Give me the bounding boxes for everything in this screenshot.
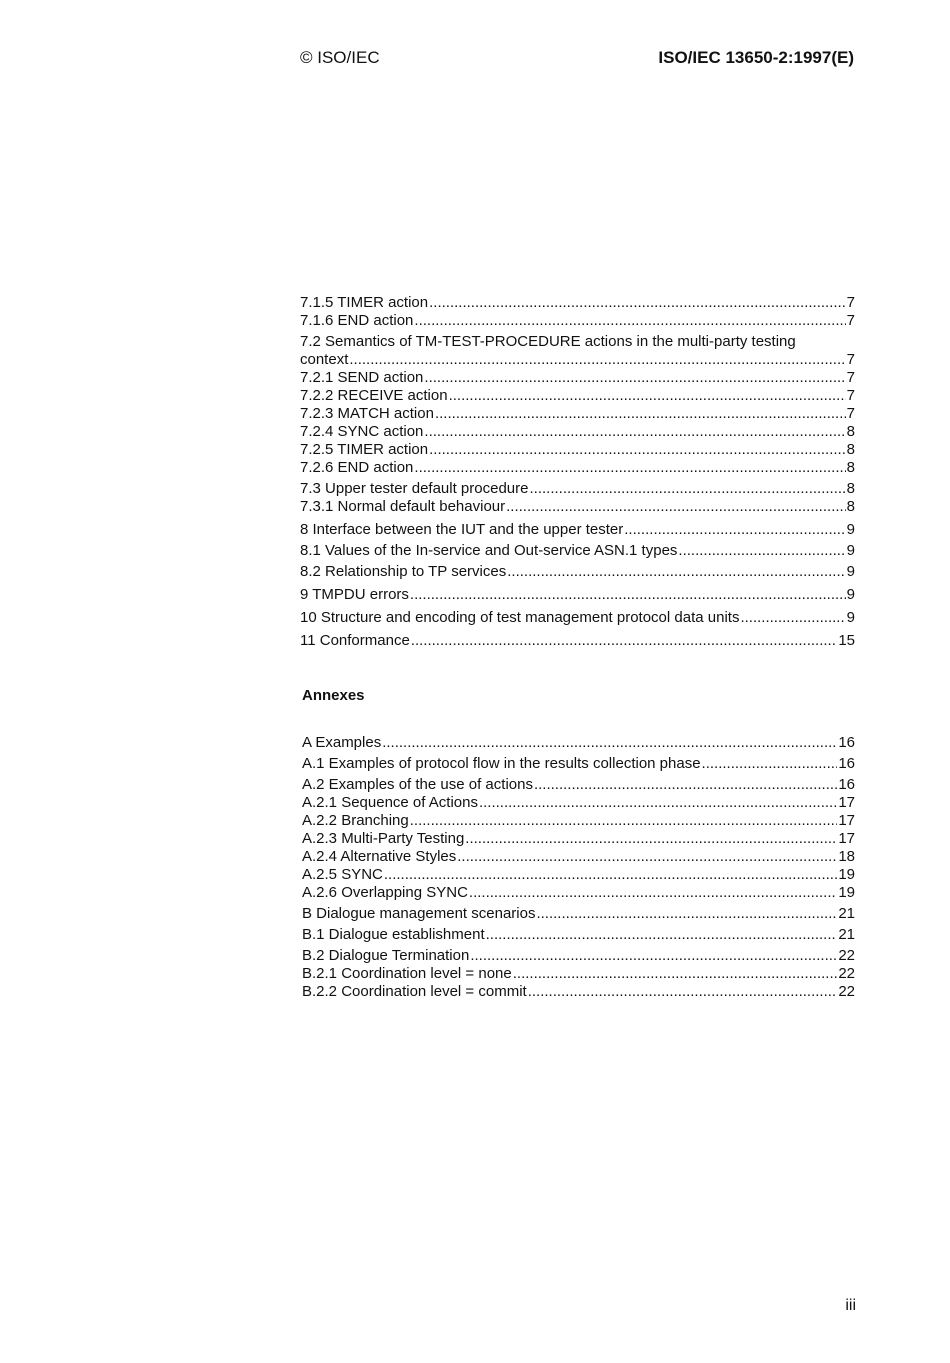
toc-entry xyxy=(302,884,855,902)
toc-entry-page: 7 xyxy=(846,387,855,404)
toc-entry-title: A.2.1 Sequence of Actions xyxy=(302,794,478,811)
toc-entry xyxy=(302,983,855,1001)
toc-entry-title: B.2.2 Coordination level = commit xyxy=(302,983,527,1000)
toc-entry-page: 19 xyxy=(838,884,855,901)
toc-entry xyxy=(300,563,855,581)
toc-entry-title: 7.2.6 END action xyxy=(300,459,414,476)
toc-entry-page: 9 xyxy=(846,609,855,626)
dot-leader xyxy=(529,480,845,498)
toc-entry-title: A.2 Examples of the use of actions xyxy=(302,776,533,793)
toc-entry-title: 9 TMPDU errors xyxy=(300,586,409,603)
toc-entry-title: A Examples xyxy=(302,734,382,751)
toc-entry-page: 17 xyxy=(838,794,855,811)
dot-leader xyxy=(528,983,838,1001)
toc-entry-page: 17 xyxy=(838,830,855,847)
toc-entry-page: 19 xyxy=(838,866,855,883)
dot-leader xyxy=(534,776,837,794)
toc-entry-page: 22 xyxy=(838,965,855,982)
toc-entry xyxy=(300,542,855,560)
toc-entry-page: 9 xyxy=(846,521,855,538)
toc-entry xyxy=(302,734,855,752)
dot-leader xyxy=(414,312,845,330)
toc-entry-title: 11 Conformance xyxy=(300,632,410,649)
annexes-contents xyxy=(302,734,855,1001)
toc-entry xyxy=(300,459,855,477)
toc-entry-page: 8 xyxy=(846,480,855,497)
dot-leader xyxy=(507,563,845,581)
toc-entry-title: 10 Structure and encoding of test management protocol data units xyxy=(300,609,740,626)
toc-entry xyxy=(302,947,855,965)
toc-entry-page: 7 xyxy=(846,312,855,329)
annexes-heading: Annexes xyxy=(302,687,365,704)
toc-entry-title: 7.2.5 TIMER action xyxy=(300,441,429,458)
toc-entry-page: 22 xyxy=(838,983,855,1000)
dot-leader xyxy=(410,812,838,830)
dot-leader xyxy=(479,794,837,812)
header-document-id: ISO/IEC 13650-2:1997(E) xyxy=(658,48,854,67)
toc-entry-title: 8.1 Values of the In-service and Out-service ASN.1 types xyxy=(300,542,678,559)
toc-entry-title: A.2.6 Overlapping SYNC xyxy=(302,884,468,901)
toc-entry xyxy=(300,609,855,627)
toc-entry xyxy=(302,830,855,848)
toc-entry-page: 16 xyxy=(838,734,855,751)
toc-entry-title: B.2 Dialogue Termination xyxy=(302,947,470,964)
toc-entry xyxy=(300,441,855,459)
toc-entry-page: 9 xyxy=(846,563,855,580)
toc-entry-page: 7 xyxy=(846,369,855,386)
dot-leader xyxy=(678,542,845,560)
toc-entry-title: A.2.2 Branching xyxy=(302,812,409,829)
dot-leader xyxy=(470,947,837,965)
toc-entry-page: 8 xyxy=(846,459,855,476)
toc-entry xyxy=(300,351,855,369)
toc-entry xyxy=(302,812,855,830)
toc-entry xyxy=(300,294,855,312)
toc-entry-page: 7 xyxy=(846,405,855,422)
toc-entry xyxy=(302,776,855,794)
toc-entry-page: 18 xyxy=(838,848,855,865)
toc-entry xyxy=(300,387,855,405)
toc-entry-page: 16 xyxy=(838,755,855,772)
toc-entry-title-line: 7.2 Semantics of TM-TEST-PROCEDURE actions in the multi-party testing xyxy=(300,333,796,350)
toc-entry-title: 7.1.6 END action xyxy=(300,312,414,329)
dot-leader xyxy=(536,905,837,923)
toc-entry-title: 7.2.4 SYNC action xyxy=(300,423,424,440)
toc-entry-title: 7.2.1 SEND action xyxy=(300,369,424,386)
dot-leader xyxy=(449,387,846,405)
toc-entry-title: B Dialogue management scenarios xyxy=(302,905,536,922)
toc-entry-page: 22 xyxy=(838,947,855,964)
dot-leader xyxy=(457,848,837,866)
dot-leader xyxy=(424,423,845,441)
toc-entry-title: A.2.3 Multi-Party Testing xyxy=(302,830,465,847)
toc-entry-page: 17 xyxy=(838,812,855,829)
toc-entry xyxy=(300,498,855,516)
toc-entry-title: 8.2 Relationship to TP services xyxy=(300,563,507,580)
toc-entry xyxy=(302,848,855,866)
toc-entry xyxy=(300,423,855,441)
toc-entry xyxy=(302,926,855,944)
toc-entry xyxy=(300,405,855,423)
dot-leader xyxy=(624,521,845,539)
table-of-contents xyxy=(300,294,855,650)
toc-entry-title: 7.2.2 RECEIVE action xyxy=(300,387,448,404)
toc-entry-page: 21 xyxy=(838,926,855,943)
dot-leader xyxy=(382,734,837,752)
toc-entry xyxy=(302,866,855,884)
page-number: iii xyxy=(845,1297,856,1314)
toc-entry-title: A.2.5 SYNC xyxy=(302,866,383,883)
dot-leader xyxy=(411,632,838,650)
toc-entry xyxy=(302,905,855,923)
toc-entry-title: context xyxy=(300,351,349,368)
toc-entry-title: A.2.4 Alternative Styles xyxy=(302,848,457,865)
toc-entry-title: B.1 Dialogue establishment xyxy=(302,926,485,943)
toc-entry xyxy=(302,965,855,983)
dot-leader xyxy=(429,294,846,312)
toc-entry-title: 7.2.3 MATCH action xyxy=(300,405,434,422)
dot-leader xyxy=(410,586,846,604)
toc-entry xyxy=(302,794,855,812)
toc-entry-page: 16 xyxy=(838,776,855,793)
toc-entry xyxy=(302,755,855,773)
toc-entry xyxy=(300,369,855,387)
toc-entry xyxy=(300,632,855,650)
toc-entry-title: 7.3.1 Normal default behaviour xyxy=(300,498,506,515)
toc-entry-title: B.2.1 Coordination level = none xyxy=(302,965,512,982)
toc-entry xyxy=(300,312,855,330)
toc-entry-page: 15 xyxy=(838,632,855,649)
header-copyright: © ISO/IEC xyxy=(300,48,380,67)
toc-entry-title: A.1 Examples of protocol flow in the results collection phase xyxy=(302,755,701,772)
dot-leader xyxy=(424,369,845,387)
dot-leader xyxy=(702,755,838,773)
toc-entry-page: 8 xyxy=(846,423,855,440)
toc-entry-title: 7.3 Upper tester default procedure xyxy=(300,480,529,497)
dot-leader xyxy=(740,609,845,627)
toc-entry xyxy=(300,480,855,498)
toc-entry-page: 8 xyxy=(846,441,855,458)
dot-leader xyxy=(435,405,846,423)
toc-entry-title: 7.1.5 TIMER action xyxy=(300,294,429,311)
toc-entry-page: 7 xyxy=(846,294,855,311)
dot-leader xyxy=(349,351,845,369)
toc-entry-page: 9 xyxy=(846,542,855,559)
dot-leader xyxy=(414,459,845,477)
dot-leader xyxy=(384,866,837,884)
toc-entry-page: 9 xyxy=(846,586,855,603)
dot-leader xyxy=(506,498,846,516)
toc-entry xyxy=(300,521,855,539)
dot-leader xyxy=(469,884,837,902)
toc-entry-page: 21 xyxy=(838,905,855,922)
toc-entry-title: 8 Interface between the IUT and the upper tester xyxy=(300,521,624,538)
dot-leader xyxy=(465,830,837,848)
toc-entry-page: 8 xyxy=(846,498,855,515)
dot-leader xyxy=(513,965,838,983)
dot-leader xyxy=(486,926,838,944)
toc-entry-page: 7 xyxy=(846,351,855,368)
toc-entry xyxy=(300,586,855,604)
dot-leader xyxy=(429,441,846,459)
